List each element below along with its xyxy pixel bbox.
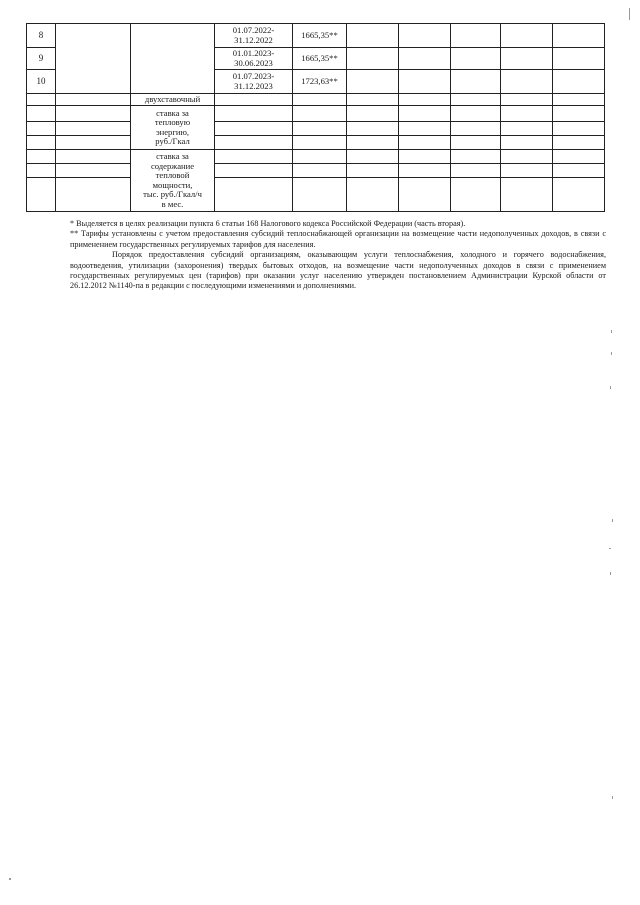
period-start: 01.01.2023- (232, 48, 275, 58)
period-end: 31.12.2023 (234, 80, 273, 91)
table-row (27, 106, 605, 122)
subsidy-procedure-paragraph: Порядок предоставления субсидий организациям, оказывающим услуги теплоснабжения, холодного и горячего водоснабжения, водоотведения, утилизации (захоронения) твердых бытовых отходов, на возмещение части недополученных доходов в связи с применением государственных регулируемых цен (тарифов) при оказании услуг населению утвержден постановлением Администрации Курской области от 26.12.2012 №1140-па в редакции с последующими изменениями и дополнениями. (70, 250, 606, 291)
tariff-value: 1665,35** (293, 48, 347, 70)
period-cell (215, 48, 293, 70)
period-start: 01.07.2022- (232, 25, 275, 35)
tariff-table (26, 23, 605, 212)
footnote-subsidy: ** Тарифы установлены с учетом предоставления субсидий теплоснабжающей организации на возмещение части недополученных доходов, в связи с применением государственных регулируемых тарифов для населения. (70, 229, 606, 249)
table-row (27, 94, 605, 106)
tariff-value: 1665,35** (293, 24, 347, 48)
footnotes (70, 219, 606, 292)
period-cell (215, 24, 293, 48)
table-row (27, 150, 605, 164)
row-number: 10 (27, 70, 56, 94)
two-part-label: двухставочный (131, 94, 215, 106)
table-row (27, 24, 605, 48)
tariff-value: 1723,63** (293, 70, 347, 94)
period-end: 31.12.2022 (234, 34, 273, 45)
period-cell (215, 70, 293, 94)
footnote-vat: * Выделяется в целях реализации пункта 6 статьи 168 Налогового кодекса Российской Федерации (часть вторая). (70, 219, 466, 228)
row-number: 9 (27, 48, 56, 70)
merged-empty-cell (56, 24, 131, 94)
period-start: 01.07.2023- (232, 71, 275, 81)
merged-empty-cell (131, 24, 215, 94)
row-number: 8 (27, 24, 56, 48)
capacity-rate-label: ставка за содержание тепловой мощности, тыс. руб./Гкал/ч в мес. (131, 150, 215, 212)
period-end: 30.06.2023 (234, 57, 273, 68)
energy-rate-label: ставка за тепловую энергию, руб./Гкал (131, 106, 215, 150)
